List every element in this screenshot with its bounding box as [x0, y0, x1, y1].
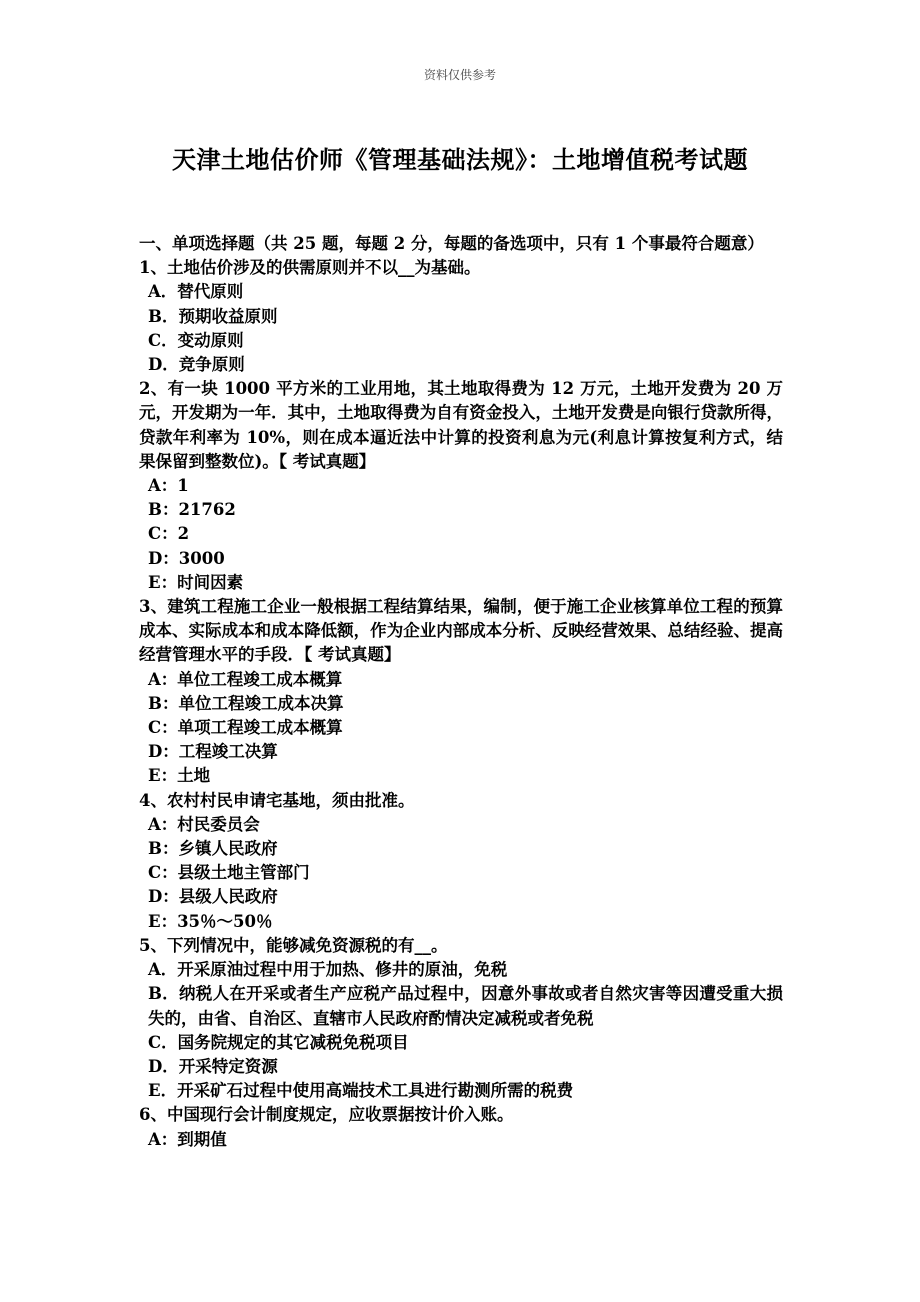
option-b: B．预期收益原则 [148, 306, 278, 326]
option-b: B：21762 [148, 500, 236, 520]
option-b: B．纳税人在开采或者生产应税产品过程中，因意外事故或者自然灾害等因遭受重大损失的，由省、自治区、直辖市人民政府酌情决定减税或者免税 [148, 984, 783, 1028]
option-a: A．开采原油过程中用于加热、修井的原油，免税 [148, 960, 508, 980]
option-e: E：土地 [148, 766, 211, 786]
question-stem: 6、中国现行会计制度规定，应收票据按计价入账。 [139, 1105, 514, 1125]
option-e: E．开采矿石过程中使用高端技术工具进行勘测所需的税费 [148, 1081, 574, 1101]
option-c: C：县级土地主管部门 [148, 863, 310, 883]
question-4 [139, 789, 783, 934]
option-a: A：单位工程竣工成本概算 [148, 669, 343, 689]
question-5 [139, 934, 783, 1103]
question-stem: 1、土地估价涉及的供需原则并不以__为基础。 [139, 258, 481, 278]
option-b: B：单位工程竣工成本决算 [148, 693, 344, 713]
option-d: D：工程竣工决算 [148, 742, 278, 762]
question-stem: 2、有一块 1000 平方米的工业用地，其土地取得费为 12 万元，土地开发费为 20 万元，开发期为一年．其中，土地取得费为自有资金投入，土地开发费是向银行贷款所得，贷款年利率为 10%，则在成本逼近法中计算的投资利息为元(利息计算按复利方式，结果保留到整数位)。【 考试真题】 [139, 379, 783, 471]
option-c: C：2 [148, 524, 190, 544]
option-a: A：到期值 [148, 1129, 227, 1149]
option-b: B：乡镇人民政府 [148, 839, 278, 859]
option-d: D：县级人民政府 [148, 887, 278, 907]
question-3 [139, 595, 783, 789]
option-a: A：村民委员会 [148, 814, 260, 834]
question-stem: 3、建筑工程施工企业一般根据工程结算结果，编制，便于施工企业核算单位工程的预算成本、实际成本和成本降低额，作为企业内部成本分析、反映经营效果、总结经验、提高经营管理水平的手段．【 考试真题】 [139, 597, 783, 665]
header-note: 资料仅供参考 [423, 68, 496, 82]
question-6 [139, 1103, 783, 1151]
option-e: E：时间因素 [148, 572, 244, 592]
option-c: C．国务院规定的其它减税免税项目 [148, 1032, 409, 1052]
option-e: E：35％～50％ [148, 911, 273, 931]
exam-content [139, 232, 783, 1152]
question-2 [139, 377, 783, 595]
option-c: C．变动原则 [148, 330, 244, 350]
option-c: C：单项工程竣工成本概算 [148, 718, 343, 738]
option-a: A．替代原则 [148, 282, 244, 302]
option-a: A：1 [148, 476, 189, 496]
option-d: D．开采特定资源 [148, 1056, 278, 1076]
option-d: D：3000 [148, 548, 225, 568]
question-1 [139, 256, 783, 377]
page-title: 天津土地估价师《管理基础法规》：土地增值税考试题 [172, 145, 748, 174]
section-heading: 一、单项选择题（共 25 题，每题 2 分，每题的备选项中，只有 1 个事最符合题意） [139, 234, 764, 253]
question-stem: 4、农村村民申请宅基地，须由批准。 [139, 790, 415, 810]
option-d: D．竞争原则 [148, 355, 245, 375]
question-stem: 5、下列情况中，能够减免资源税的有__。 [139, 935, 448, 955]
